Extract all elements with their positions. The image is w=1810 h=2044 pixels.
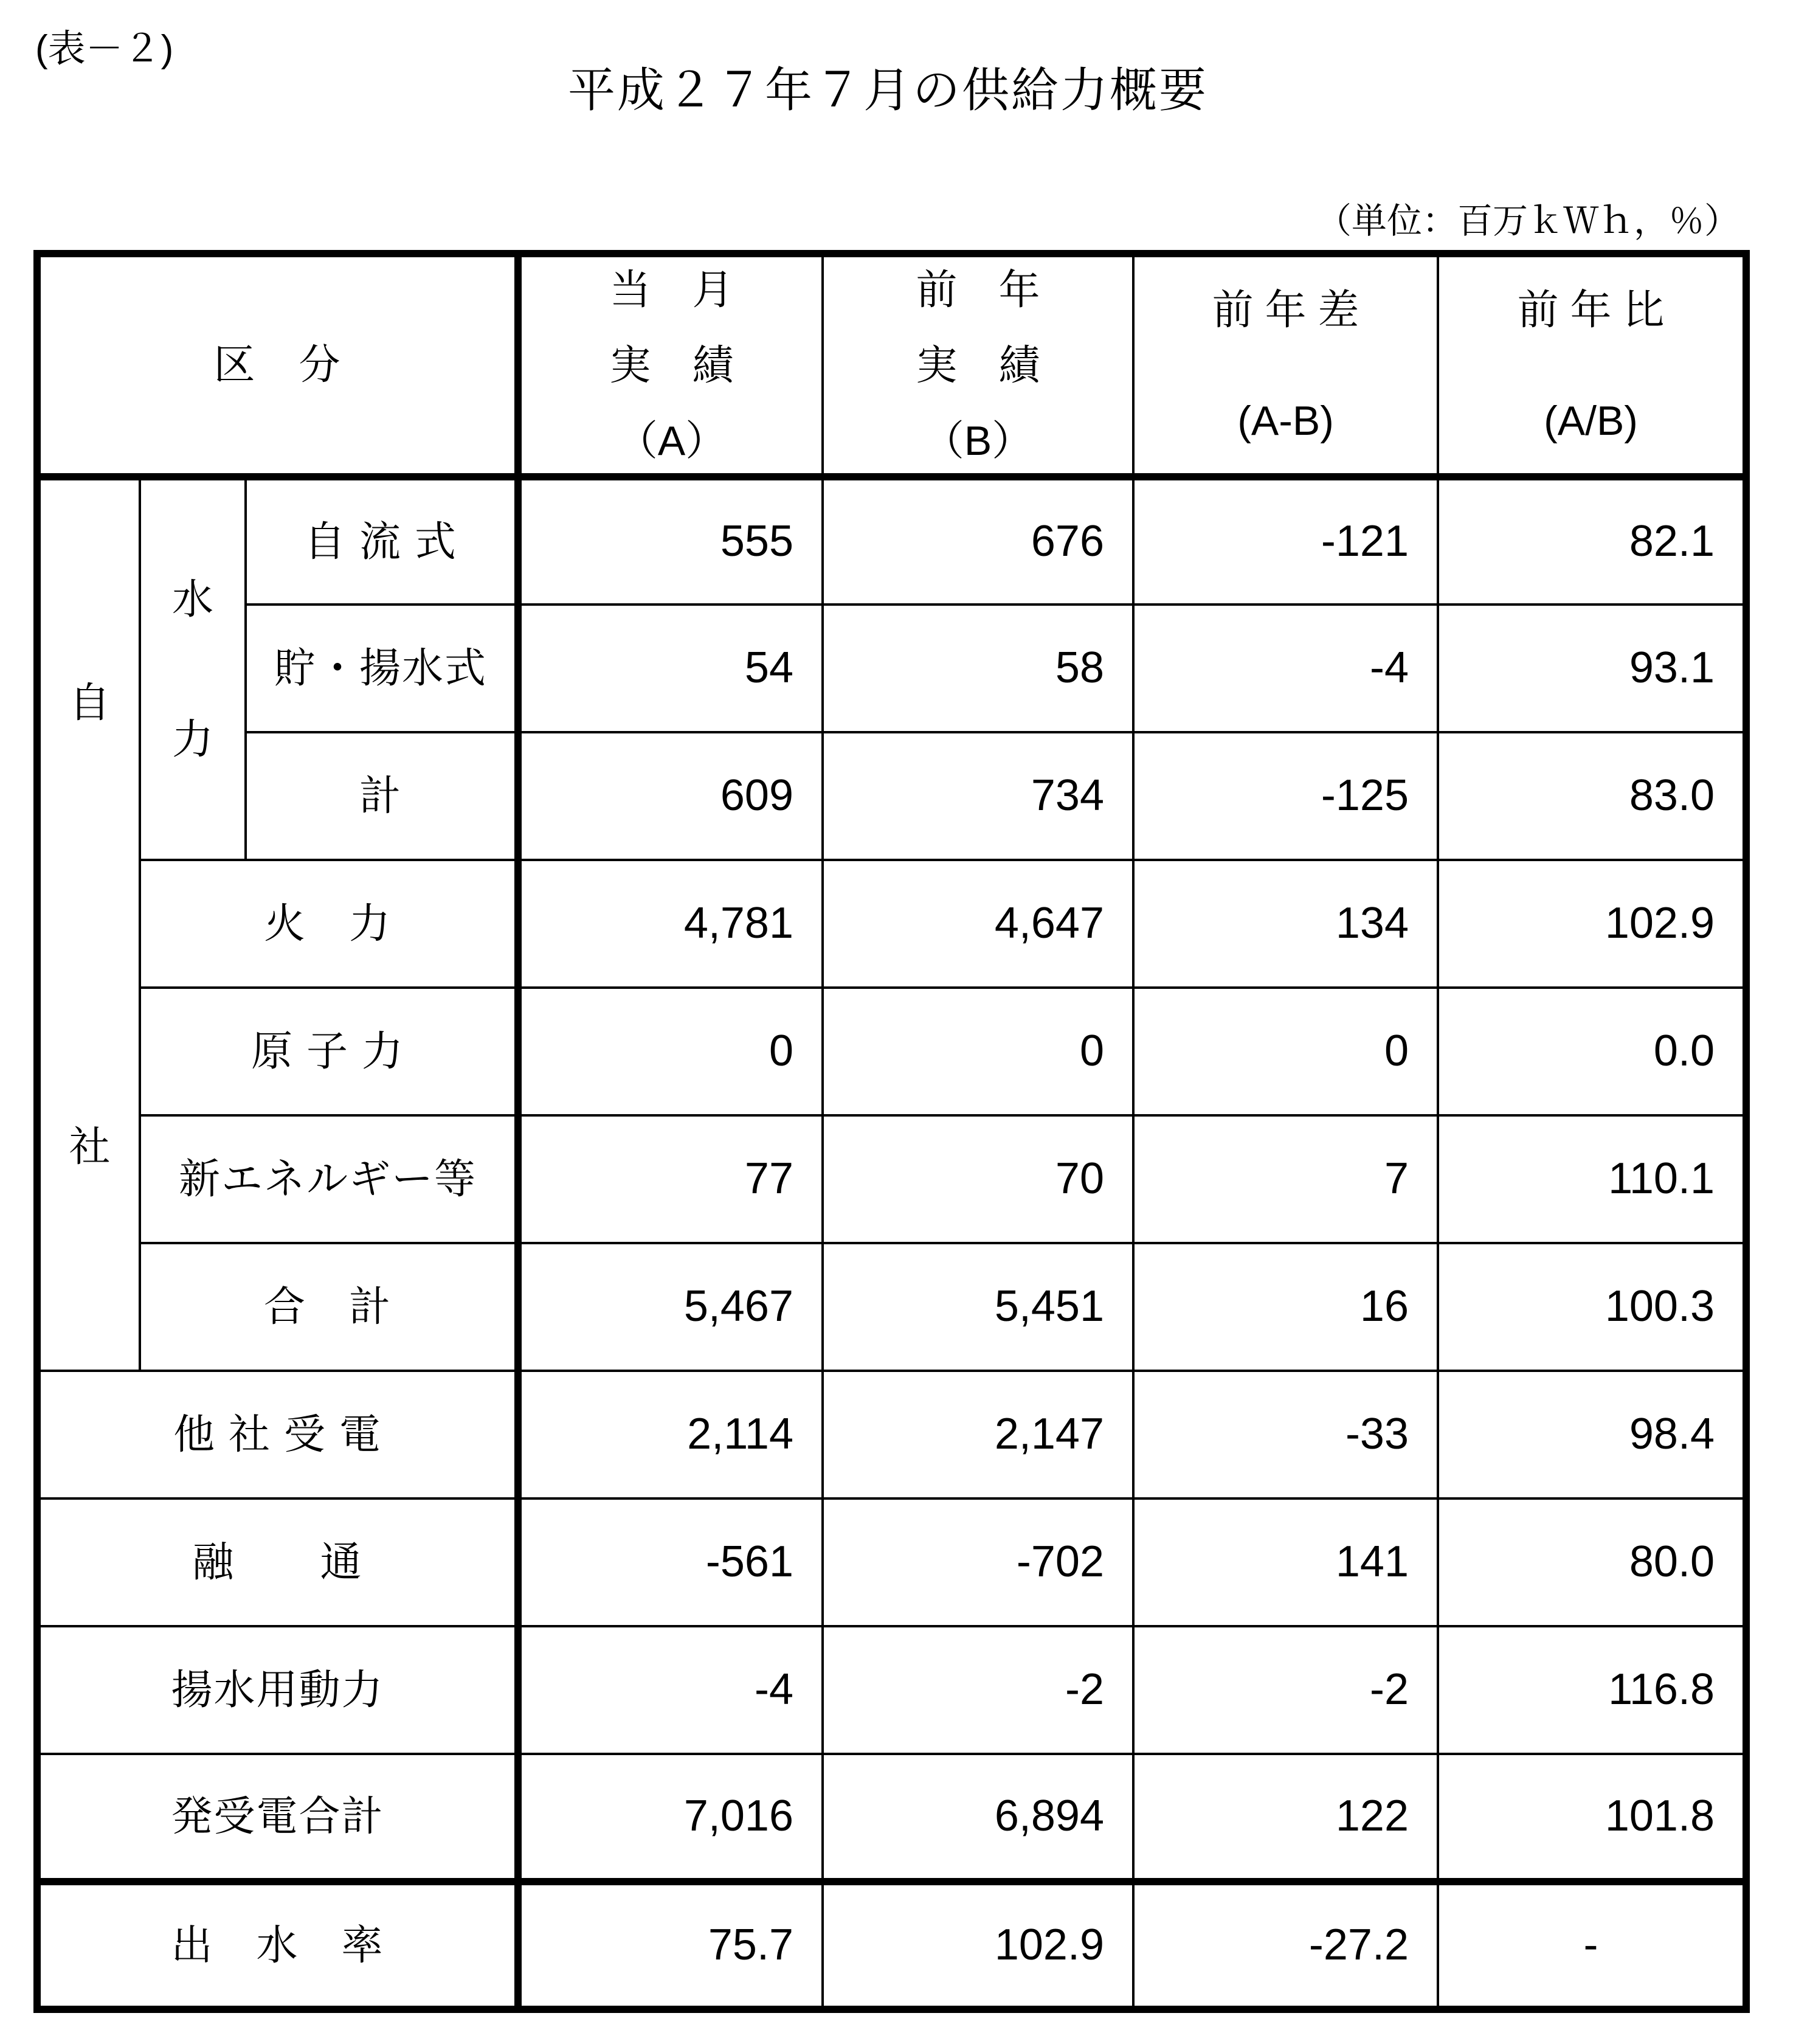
header-kubun: 区 分 [37,254,518,477]
table-row [37,988,1746,1115]
row-8-value-current: -561 [518,1498,823,1626]
group-hydro [140,477,246,860]
row-7-value-diff: -33 [1133,1371,1438,1498]
row-0-value-diff: -121 [1133,477,1438,605]
row-10-value-diff: 122 [1133,1754,1438,1882]
group-hydro-char1: 水 [171,577,213,623]
header-col-diff-line2: (A-B) [1237,397,1334,444]
header-row [37,254,1746,477]
row-0-label: 自 流 式 [246,477,518,605]
row-1-value-current: 54 [518,605,823,732]
row-1-value-diff: -4 [1133,605,1438,732]
row-0-value-ratio: 82.1 [1438,477,1746,605]
row-3-value-diff: 134 [1133,860,1438,988]
row-4-label: 原 子 力 [140,988,518,1115]
row-1-value-ratio: 93.1 [1438,605,1746,732]
header-col-previous-line2: 実 績 [916,342,1040,389]
row-7-value-previous: 2,147 [823,1371,1133,1498]
group-own-company-char2: 社 [69,1124,111,1170]
table-row [37,1626,1746,1754]
row-7-value-current: 2,114 [518,1371,823,1498]
row-6-value-ratio: 100.3 [1438,1243,1746,1371]
row-9-value-diff: -2 [1133,1626,1438,1754]
row-3-value-previous: 4,647 [823,860,1133,988]
header-col-current-line2: 実 績 [609,342,734,389]
header-col-ratio [1438,254,1746,477]
row-2-value-ratio: 83.0 [1438,732,1746,860]
row-10-value-ratio: 101.8 [1438,1754,1746,1882]
row-0-value-previous: 676 [823,477,1133,605]
header-col-current [518,254,823,477]
row-5-value-current: 77 [518,1115,823,1243]
header-col-ratio-line1: 前 年 比 [1517,286,1665,333]
table-row [37,1371,1746,1498]
table-number-tag: (表－２) [35,28,174,70]
row-1-value-previous: 58 [823,605,1133,732]
row-2-value-diff: -125 [1133,732,1438,860]
row-7-label: 他 社 受 電 [37,1371,518,1498]
row-4-value-current: 0 [518,988,823,1115]
row-5-label: 新エネルギー等 [140,1115,518,1243]
table-row [37,860,1746,988]
group-own-company-char1: 自 [69,680,111,726]
row-6-label: 合 計 [140,1243,518,1371]
row-6-value-previous: 5,451 [823,1243,1133,1371]
row-4-value-ratio: 0.0 [1438,988,1746,1115]
row-7-value-ratio: 98.4 [1438,1371,1746,1498]
table-row [37,732,1746,860]
row-6-value-diff: 16 [1133,1243,1438,1371]
group-hydro-char2: 力 [171,716,213,763]
row-4-value-diff: 0 [1133,988,1438,1115]
row-4-value-previous: 0 [823,988,1133,1115]
row-5-value-ratio: 110.1 [1438,1115,1746,1243]
row-11-value-diff: -27.2 [1133,1882,1438,2009]
row-3-label: 火 力 [140,860,518,988]
header-col-previous-line1: 前 年 [916,266,1040,313]
row-2-value-previous: 734 [823,732,1133,860]
row-9-label: 揚水用動力 [37,1626,518,1754]
row-10-label: 発受電合計 [37,1754,518,1882]
row-6-value-current: 5,467 [518,1243,823,1371]
row-9-value-ratio: 116.8 [1438,1626,1746,1754]
row-0-value-current: 555 [518,477,823,605]
row-1-label: 貯・揚水式 [246,605,518,732]
table-row [37,1754,1746,1882]
table-row [37,605,1746,732]
row-10-value-previous: 6,894 [823,1754,1133,1882]
row-5-value-previous: 70 [823,1115,1133,1243]
row-11-value-ratio: - [1438,1882,1746,2009]
table-row [37,477,1746,605]
row-8-value-diff: 141 [1133,1498,1438,1626]
row-8-value-previous: -702 [823,1498,1133,1626]
row-11-value-current: 75.7 [518,1882,823,2009]
table-row [37,1498,1746,1626]
row-8-value-ratio: 80.0 [1438,1498,1746,1626]
row-8-label: 融 通 [37,1498,518,1626]
supply-capacity-table [33,250,1750,2013]
row-11-value-previous: 102.9 [823,1882,1133,2009]
header-col-ratio-line2: (A/B) [1544,397,1638,444]
table-row [37,1882,1746,2009]
table-row [37,1115,1746,1243]
row-3-value-current: 4,781 [518,860,823,988]
header-col-previous [823,254,1133,477]
header-col-current-line1: 当 月 [609,266,734,313]
row-2-value-current: 609 [518,732,823,860]
row-10-value-current: 7,016 [518,1754,823,1882]
unit-note: （単位：百万ｋＷｈ，％） [1316,201,1739,241]
header-col-diff-line1: 前 年 差 [1212,286,1359,333]
group-own-company [37,477,140,1371]
row-9-value-previous: -2 [823,1626,1133,1754]
row-5-value-diff: 7 [1133,1115,1438,1243]
table-row [37,1243,1746,1371]
row-3-value-ratio: 102.9 [1438,860,1746,988]
header-col-previous-line3: （B） [922,417,1034,464]
row-2-label: 計 [246,732,518,860]
row-9-value-current: -4 [518,1626,823,1754]
header-col-current-line3: （A） [616,417,727,464]
row-11-label: 出 水 率 [37,1882,518,2009]
page-title: 平成２７年７月の供給力概要 [567,63,1208,117]
header-col-diff [1133,254,1438,477]
